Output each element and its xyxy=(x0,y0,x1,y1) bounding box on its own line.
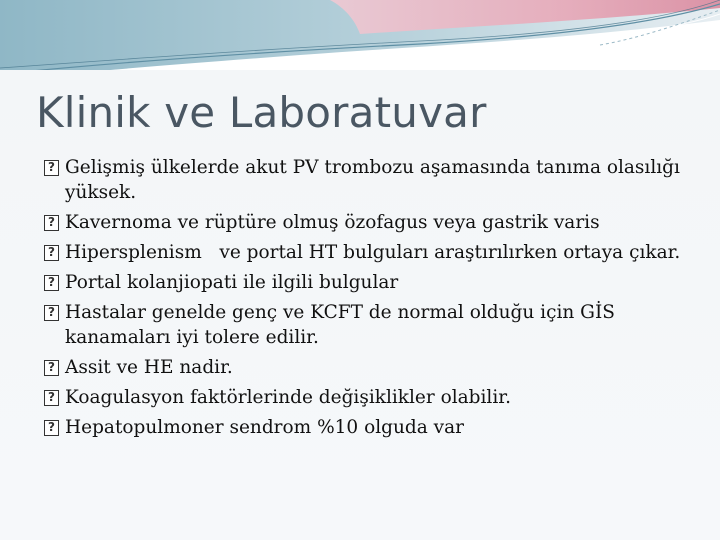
bullet-text: Kavernoma ve rüptüre olmuş özofagus veya gastrik varis xyxy=(65,212,600,233)
bullet-list xyxy=(44,155,684,445)
bullet-text: Assit ve HE nadir. xyxy=(65,357,233,378)
list-item xyxy=(44,300,684,350)
missing-glyph-icon: ? xyxy=(44,245,59,261)
missing-glyph-icon: ? xyxy=(44,215,59,231)
bullet-text: Koagulasyon faktörlerinde değişiklikler olabilir. xyxy=(65,387,511,408)
list-item xyxy=(44,270,684,295)
bullet-text: Portal kolanjiopati ile ilgili bulgular xyxy=(65,272,399,293)
missing-glyph-icon: ? xyxy=(44,275,59,291)
missing-glyph-icon: ? xyxy=(44,390,59,406)
missing-glyph-icon: ? xyxy=(44,305,59,321)
slide-title: Klinik ve Laboratuvar xyxy=(36,88,487,137)
list-item xyxy=(44,385,684,410)
bullet-text: Hepatopulmoner sendrom %10 olguda var xyxy=(65,417,464,438)
bullet-text: Gelişmiş ülkelerde akut PV trombozu aşamasında tanıma olasılığı yüksek. xyxy=(65,157,680,203)
list-item xyxy=(44,240,684,265)
bullet-text: Hipersplenism ve portal HT bulguları araştırılırken ortaya çıkar. xyxy=(65,242,681,263)
missing-glyph-icon: ? xyxy=(44,160,59,176)
missing-glyph-icon: ? xyxy=(44,420,59,436)
list-item xyxy=(44,155,684,205)
list-item xyxy=(44,210,684,235)
list-item xyxy=(44,415,684,440)
bullet-text: Hastalar genelde genç ve KCFT de normal olduğu için GİS kanamaları iyi tolere edilir. xyxy=(65,302,615,348)
missing-glyph-icon: ? xyxy=(44,360,59,376)
list-item xyxy=(44,355,684,380)
